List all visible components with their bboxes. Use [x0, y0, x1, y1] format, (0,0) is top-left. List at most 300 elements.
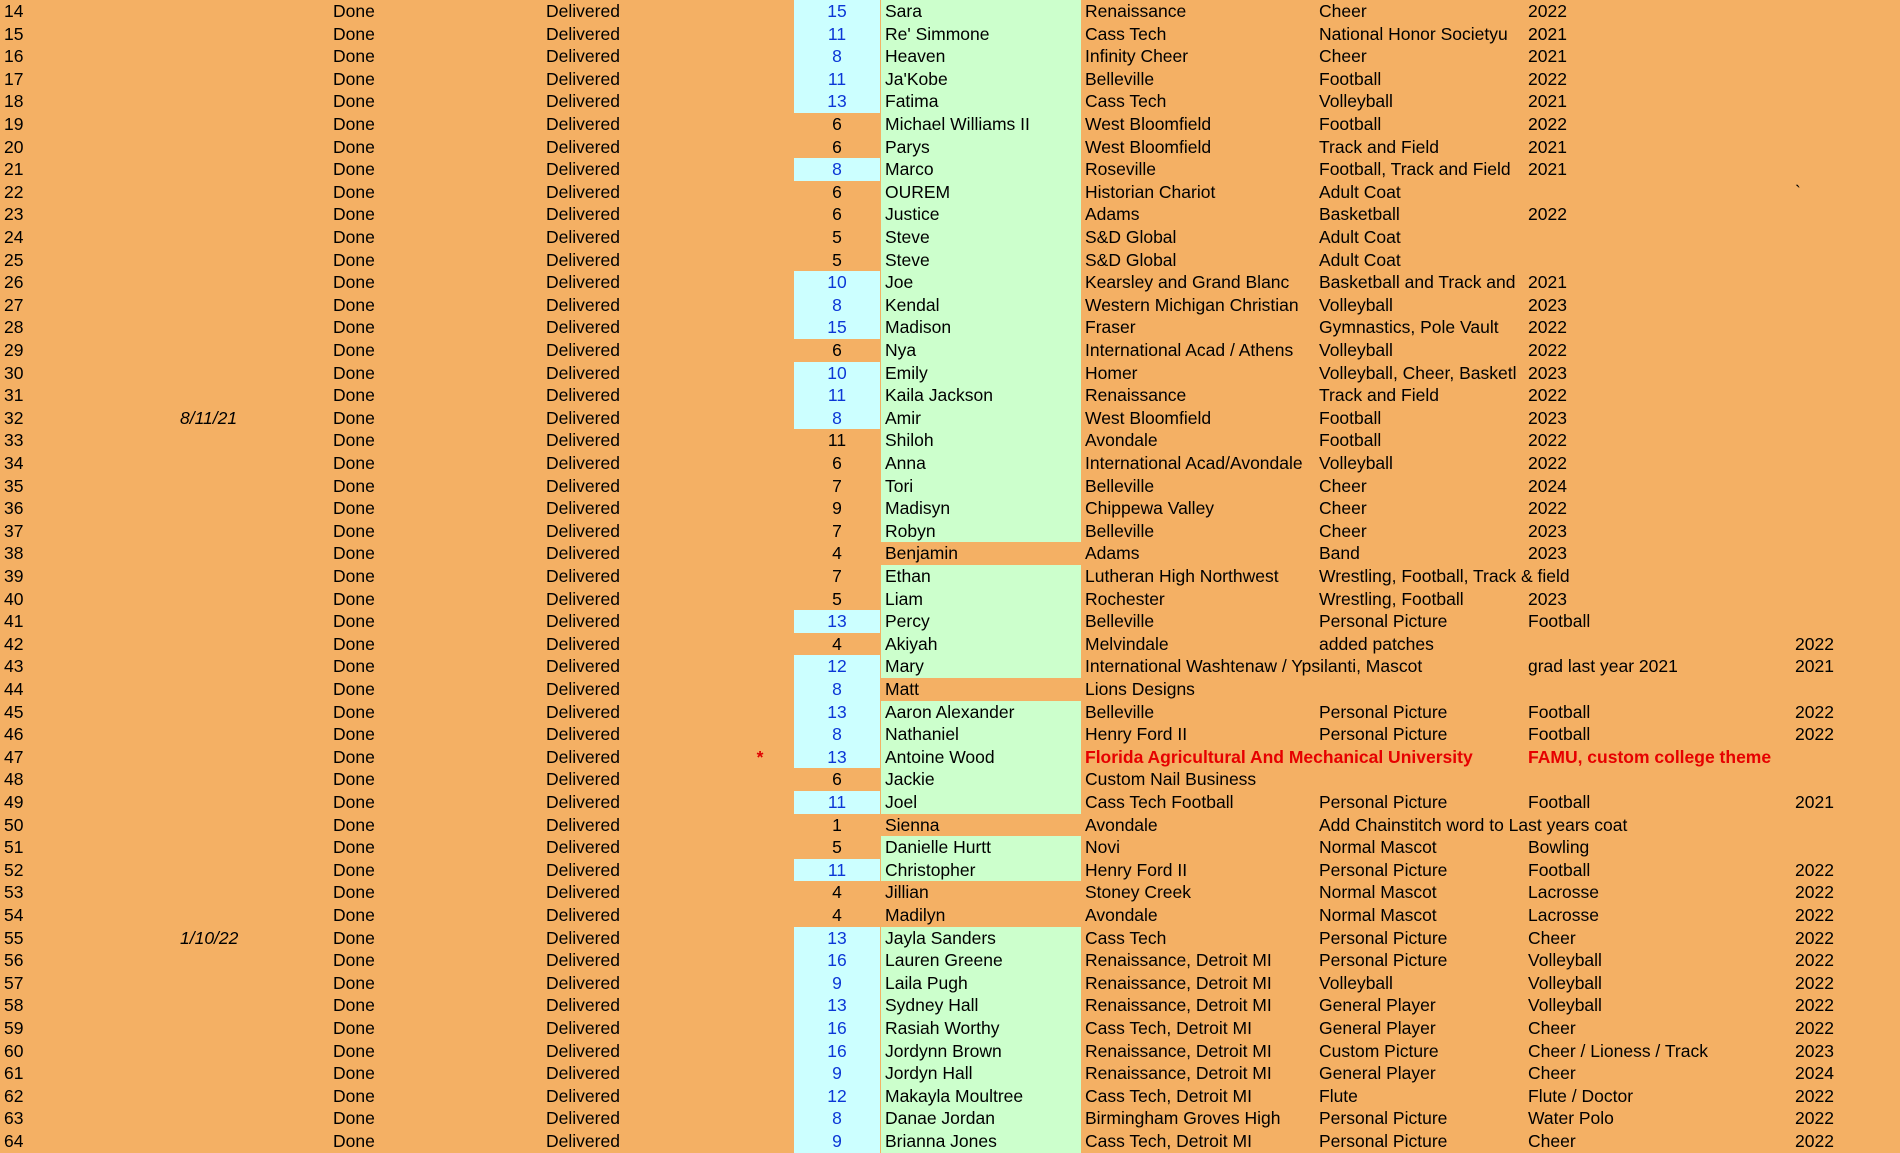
status-cell[interactable]: Done — [333, 543, 375, 564]
grad-year-cell[interactable]: Cheer — [1528, 1018, 1576, 1038]
delivery-cell[interactable]: Delivered — [546, 340, 620, 360]
customer-name-cell[interactable]: Sara — [881, 0, 1081, 23]
customer-name-cell[interactable]: Jordyn Hall — [881, 1062, 1081, 1085]
customer-name-cell[interactable]: Marco — [881, 158, 1081, 181]
flag-cell[interactable] — [752, 881, 768, 904]
status-cell[interactable]: Done — [333, 746, 375, 767]
date-cell[interactable] — [180, 339, 300, 362]
grad-year-cell[interactable] — [1528, 249, 1788, 272]
extra-cell[interactable] — [1795, 23, 1895, 46]
status-cell[interactable]: Done — [333, 769, 375, 790]
grad-year-cell[interactable]: Cheer — [1528, 1063, 1576, 1084]
quantity-cell[interactable]: 6 — [832, 114, 842, 134]
extra-cell[interactable] — [1795, 0, 1895, 23]
quantity-cell[interactable]: 13 — [794, 994, 880, 1017]
delivery-cell[interactable]: Delivered — [546, 588, 620, 609]
delivery-cell[interactable]: Delivered — [546, 859, 620, 880]
delivery-cell[interactable]: Delivered — [546, 566, 620, 586]
quantity-cell[interactable]: 11 — [794, 859, 880, 882]
row-number-cell[interactable]: 51 — [4, 837, 24, 858]
status-cell[interactable]: Done — [333, 317, 375, 338]
school-cell[interactable]: Cass Tech — [1085, 91, 1167, 112]
extra-cell[interactable] — [1795, 158, 1895, 181]
flag-cell[interactable] — [752, 203, 768, 226]
flag-cell[interactable] — [752, 588, 768, 611]
extra-cell[interactable] — [1795, 271, 1895, 294]
grad-year-cell[interactable]: 2023 — [1528, 520, 1567, 541]
row-number-cell[interactable]: 61 — [4, 1063, 24, 1084]
school-cell[interactable]: Birmingham Groves High — [1085, 1108, 1281, 1129]
delivery-cell[interactable]: Delivered — [546, 769, 620, 790]
school-cell[interactable]: International Acad / Athens — [1085, 340, 1294, 360]
customer-name-cell[interactable]: Antoine Wood — [881, 746, 1081, 769]
row-number-cell[interactable]: 45 — [4, 701, 24, 722]
date-cell[interactable] — [180, 859, 300, 882]
customer-name-cell[interactable]: Heaven — [881, 45, 1081, 68]
delivery-cell[interactable]: Delivered — [546, 1040, 620, 1061]
quantity-cell[interactable]: 7 — [832, 475, 842, 496]
extra-cell[interactable] — [1795, 45, 1895, 68]
customer-name-cell[interactable]: Aaron Alexander — [881, 701, 1081, 724]
grad-year-cell[interactable]: Water Polo — [1528, 1108, 1614, 1129]
date-cell[interactable] — [180, 701, 300, 724]
status-cell[interactable]: Done — [333, 453, 375, 473]
row-number-cell[interactable]: 47 — [4, 746, 24, 767]
date-cell[interactable] — [180, 1085, 300, 1108]
activity-cell[interactable] — [1319, 768, 1525, 791]
row-number-cell[interactable]: 41 — [4, 611, 24, 632]
school-cell[interactable]: S&D Global — [1085, 249, 1177, 270]
quantity-cell[interactable]: 9 — [794, 1130, 880, 1153]
grad-year-cell[interactable]: 2021 — [1528, 46, 1567, 67]
delivery-cell[interactable]: Delivered — [546, 972, 620, 993]
customer-name-cell[interactable]: Shiloh — [881, 429, 1081, 452]
school-cell[interactable]: Henry Ford II — [1085, 724, 1188, 745]
delivery-cell[interactable]: Delivered — [546, 498, 620, 519]
delivery-cell[interactable]: Delivered — [546, 995, 620, 1016]
flag-cell[interactable] — [752, 1107, 768, 1130]
activity-cell[interactable]: Volleyball — [1319, 294, 1393, 315]
delivery-cell[interactable]: Delivered — [546, 724, 620, 745]
school-cell[interactable]: Avondale — [1085, 814, 1158, 835]
delivery-cell[interactable]: Delivered — [546, 611, 620, 632]
status-cell[interactable]: Done — [333, 792, 375, 812]
grad-year-cell[interactable]: 2022 — [1528, 204, 1567, 225]
extra-cell[interactable]: 2022 — [1795, 882, 1834, 903]
quantity-cell[interactable]: 15 — [794, 316, 880, 339]
grad-year-cell[interactable]: Cheer / Lioness / Track — [1528, 1040, 1708, 1061]
flag-cell[interactable] — [752, 429, 768, 452]
flag-cell[interactable] — [752, 384, 768, 407]
activity-cell[interactable]: Personal Picture — [1319, 792, 1448, 812]
extra-cell[interactable]: 2022 — [1795, 633, 1834, 654]
quantity-cell[interactable]: 5 — [832, 588, 842, 609]
extra-cell[interactable] — [1795, 136, 1895, 159]
extra-cell[interactable] — [1795, 678, 1895, 701]
delivery-cell[interactable]: Delivered — [546, 1063, 620, 1084]
date-cell[interactable] — [180, 1040, 300, 1063]
customer-name-cell[interactable]: Steve — [881, 226, 1081, 249]
quantity-cell[interactable]: 13 — [794, 746, 880, 769]
grad-year-cell[interactable] — [1528, 226, 1788, 249]
quantity-cell[interactable]: 13 — [794, 927, 880, 950]
delivery-cell[interactable]: Delivered — [546, 633, 620, 654]
delivery-cell[interactable]: Delivered — [546, 1131, 620, 1151]
activity-cell[interactable]: Personal Picture — [1319, 1131, 1448, 1151]
delivery-cell[interactable]: Delivered — [546, 950, 620, 971]
activity-cell[interactable]: Cheer — [1319, 475, 1367, 496]
customer-name-cell[interactable]: Jillian — [885, 882, 929, 903]
flag-cell[interactable] — [752, 249, 768, 272]
grad-year-cell[interactable]: 2023 — [1528, 294, 1567, 315]
flag-cell[interactable] — [752, 1017, 768, 1040]
customer-name-cell[interactable]: Christopher — [881, 859, 1081, 882]
row-number-cell[interactable]: 50 — [4, 814, 24, 835]
customer-name-cell[interactable]: Mary — [881, 655, 1081, 678]
row-number-cell[interactable]: 26 — [4, 272, 24, 293]
customer-name-cell[interactable]: Tori — [881, 475, 1081, 498]
school-cell[interactable]: Belleville — [1085, 475, 1155, 496]
school-cell[interactable]: Historian Chariot — [1085, 181, 1216, 202]
extra-cell[interactable] — [1795, 520, 1895, 543]
flag-cell[interactable] — [752, 475, 768, 498]
status-cell[interactable]: Done — [333, 23, 375, 44]
status-cell[interactable]: Done — [333, 181, 375, 202]
status-cell[interactable]: Done — [333, 91, 375, 112]
status-cell[interactable]: Done — [333, 905, 375, 925]
grad-year-cell[interactable]: 2022 — [1528, 1, 1567, 21]
flag-cell[interactable] — [752, 45, 768, 68]
activity-cell[interactable]: General Player — [1319, 995, 1436, 1016]
extra-cell[interactable]: 2023 — [1795, 1040, 1834, 1061]
grad-year-cell[interactable]: Lacrosse — [1528, 882, 1600, 903]
customer-name-cell[interactable]: Fatima — [881, 90, 1081, 113]
date-cell[interactable] — [180, 316, 300, 339]
grad-year-cell[interactable]: Cheer — [1528, 1131, 1576, 1151]
grad-year-cell[interactable]: 2022 — [1528, 498, 1567, 519]
grad-year-cell[interactable]: 2023 — [1528, 407, 1567, 428]
status-cell[interactable]: Done — [333, 837, 375, 858]
activity-cell[interactable]: Cheer — [1319, 498, 1367, 519]
customer-name-cell[interactable]: Jackie — [881, 768, 1081, 791]
status-cell[interactable]: Done — [333, 1018, 375, 1038]
extra-cell[interactable]: 2022 — [1795, 950, 1834, 971]
flag-cell[interactable] — [752, 1085, 768, 1108]
extra-cell[interactable]: 2022 — [1795, 701, 1834, 722]
flag-cell[interactable] — [752, 836, 768, 859]
customer-name-cell[interactable]: Sienna — [885, 814, 940, 835]
status-cell[interactable]: Done — [333, 859, 375, 880]
extra-cell[interactable] — [1795, 316, 1895, 339]
date-cell[interactable] — [180, 271, 300, 294]
status-cell[interactable]: Done — [333, 407, 375, 428]
school-cell[interactable]: International Acad/Avondale — [1085, 453, 1303, 473]
date-cell[interactable] — [180, 362, 300, 385]
school-cell[interactable]: Infinity Cheer — [1085, 46, 1189, 67]
status-cell[interactable]: Done — [333, 972, 375, 993]
delivery-cell[interactable]: Delivered — [546, 1, 620, 21]
row-number-cell[interactable]: 15 — [4, 23, 24, 44]
delivery-cell[interactable]: Delivered — [546, 1018, 620, 1038]
activity-cell[interactable]: Flute — [1319, 1085, 1358, 1106]
date-cell[interactable] — [180, 655, 300, 678]
row-number-cell[interactable]: 27 — [4, 294, 24, 315]
activity-cell[interactable]: Add Chainstitch word to Last years coat — [1319, 814, 1628, 835]
flag-cell[interactable] — [752, 0, 768, 23]
customer-name-cell[interactable]: Laila Pugh — [881, 972, 1081, 995]
activity-cell[interactable]: Adult Coat — [1319, 181, 1401, 202]
date-cell[interactable] — [180, 158, 300, 181]
flag-cell[interactable] — [752, 994, 768, 1017]
school-cell[interactable]: Lutheran High Northwest — [1085, 566, 1279, 586]
quantity-cell[interactable]: 5 — [832, 227, 842, 247]
date-cell[interactable] — [180, 429, 300, 452]
flag-cell[interactable] — [752, 23, 768, 46]
row-number-cell[interactable]: 53 — [4, 882, 24, 903]
extra-cell[interactable]: 2022 — [1795, 905, 1834, 925]
status-cell[interactable]: Done — [333, 1108, 375, 1129]
activity-cell[interactable]: Wrestling, Football, Track & field — [1319, 566, 1570, 586]
row-number-cell[interactable]: 64 — [4, 1131, 24, 1151]
row-number-cell[interactable]: 16 — [4, 46, 24, 67]
quantity-cell[interactable]: 6 — [832, 453, 842, 473]
date-cell[interactable] — [180, 588, 300, 611]
date-cell[interactable] — [180, 203, 300, 226]
activity-cell[interactable]: Track and Field — [1319, 385, 1439, 406]
extra-cell[interactable]: 2022 — [1795, 927, 1834, 948]
row-number-cell[interactable]: 31 — [4, 385, 24, 406]
customer-name-cell[interactable]: Nathaniel — [881, 723, 1081, 746]
quantity-cell[interactable]: 6 — [832, 136, 842, 157]
row-number-cell[interactable]: 60 — [4, 1040, 24, 1061]
delivery-cell[interactable]: Delivered — [546, 701, 620, 722]
extra-cell[interactable] — [1795, 203, 1895, 226]
activity-cell[interactable]: Volleyball — [1319, 340, 1393, 360]
status-cell[interactable]: Done — [333, 588, 375, 609]
quantity-cell[interactable]: 15 — [794, 0, 880, 23]
activity-cell[interactable]: Cheer — [1319, 520, 1367, 541]
row-number-cell[interactable]: 32 — [4, 407, 24, 428]
school-cell[interactable]: Kearsley and Grand Blanc — [1085, 272, 1290, 293]
extra-cell[interactable] — [1795, 68, 1895, 91]
customer-name-cell[interactable]: Benjamin — [885, 543, 958, 564]
school-cell[interactable]: Renaissance, Detroit MI — [1085, 1040, 1272, 1061]
school-cell[interactable]: Fraser — [1085, 317, 1136, 338]
status-cell[interactable]: Done — [333, 995, 375, 1016]
flag-cell[interactable] — [752, 362, 768, 385]
quantity-cell[interactable]: 9 — [832, 498, 842, 519]
date-cell[interactable] — [180, 0, 300, 23]
delivery-cell[interactable]: Delivered — [546, 882, 620, 903]
school-cell[interactable]: Renaissance — [1085, 1, 1187, 21]
row-number-cell[interactable]: 21 — [4, 159, 24, 180]
row-number-cell[interactable]: 30 — [4, 362, 24, 383]
activity-cell[interactable]: Wrestling, Football — [1319, 588, 1464, 609]
delivery-cell[interactable]: Delivered — [546, 1085, 620, 1106]
customer-name-cell[interactable]: Jordynn Brown — [881, 1040, 1081, 1063]
activity-cell[interactable]: Personal Picture — [1319, 859, 1448, 880]
grad-year-cell[interactable]: Flute / Doctor — [1528, 1085, 1634, 1106]
row-number-cell[interactable]: 62 — [4, 1085, 24, 1106]
school-cell[interactable]: Belleville — [1085, 68, 1155, 89]
status-cell[interactable]: Done — [333, 882, 375, 903]
date-cell[interactable] — [180, 814, 300, 837]
date-cell[interactable] — [180, 881, 300, 904]
status-cell[interactable]: Done — [333, 1131, 375, 1151]
customer-name-cell[interactable]: Michael Williams II — [881, 113, 1081, 136]
customer-name-cell[interactable]: Lauren Greene — [881, 949, 1081, 972]
date-cell[interactable] — [180, 23, 300, 46]
flag-cell[interactable] — [752, 1130, 768, 1153]
activity-cell[interactable]: Personal Picture — [1319, 611, 1448, 632]
customer-name-cell[interactable]: Joel — [881, 791, 1081, 814]
status-cell[interactable]: Done — [333, 1, 375, 21]
flag-cell[interactable] — [752, 520, 768, 543]
status-cell[interactable]: Done — [333, 1040, 375, 1061]
delivery-cell[interactable]: Delivered — [546, 814, 620, 835]
activity-cell[interactable]: Personal Picture — [1319, 701, 1448, 722]
flag-cell[interactable] — [752, 655, 768, 678]
quantity-cell[interactable]: 8 — [794, 723, 880, 746]
grad-year-cell[interactable]: 2021 — [1528, 272, 1567, 293]
quantity-cell[interactable]: 11 — [827, 430, 847, 451]
delivery-cell[interactable]: Delivered — [546, 385, 620, 406]
customer-name-cell[interactable]: OUREM — [881, 181, 1081, 204]
activity-cell[interactable]: Personal Picture — [1319, 950, 1448, 971]
date-cell[interactable] — [180, 45, 300, 68]
customer-name-cell[interactable]: Makayla Moultree — [881, 1085, 1081, 1108]
date-cell[interactable] — [180, 497, 300, 520]
grad-year-cell[interactable]: FAMU, custom college theme — [1528, 746, 1772, 767]
activity-cell[interactable]: General Player — [1319, 1018, 1436, 1038]
date-cell[interactable] — [180, 113, 300, 136]
school-cell[interactable]: Avondale — [1085, 905, 1158, 925]
date-cell[interactable] — [180, 768, 300, 791]
date-cell[interactable] — [180, 249, 300, 272]
extra-cell[interactable]: 2022 — [1795, 1018, 1834, 1038]
delivery-cell[interactable]: Delivered — [546, 837, 620, 858]
row-number-cell[interactable]: 54 — [4, 905, 24, 925]
grad-year-cell[interactable]: Cheer — [1528, 927, 1576, 948]
extra-cell[interactable] — [1795, 610, 1895, 633]
grad-year-cell[interactable]: 2022 — [1528, 385, 1567, 406]
quantity-cell[interactable]: 1 — [832, 814, 842, 835]
customer-name-cell[interactable]: Re' Simmone — [881, 23, 1081, 46]
school-cell[interactable]: Rochester — [1085, 588, 1165, 609]
extra-cell[interactable] — [1795, 384, 1895, 407]
extra-cell[interactable] — [1795, 429, 1895, 452]
activity-cell[interactable]: Normal Mascot — [1319, 905, 1437, 925]
school-cell[interactable]: Stoney Creek — [1085, 882, 1192, 903]
activity-cell[interactable]: Basketball and Track and — [1319, 272, 1516, 293]
delivery-cell[interactable]: Delivered — [546, 136, 620, 157]
activity-cell[interactable] — [1319, 678, 1525, 701]
grad-year-cell[interactable]: Lacrosse — [1528, 905, 1600, 925]
activity-cell[interactable]: Track and Field — [1319, 136, 1439, 157]
activity-cell[interactable]: Basketball — [1319, 204, 1400, 225]
customer-name-cell[interactable]: Rasiah Worthy — [881, 1017, 1081, 1040]
quantity-cell[interactable]: 6 — [832, 340, 842, 360]
row-number-cell[interactable]: 17 — [4, 68, 24, 89]
customer-name-cell[interactable]: Parys — [881, 136, 1081, 159]
grad-year-cell[interactable]: 2021 — [1528, 159, 1567, 180]
quantity-cell[interactable]: 13 — [794, 701, 880, 724]
grad-year-cell[interactable] — [1528, 814, 1788, 837]
grad-year-cell[interactable]: 2022 — [1528, 430, 1567, 451]
extra-cell[interactable] — [1795, 746, 1895, 769]
status-cell[interactable]: Done — [333, 814, 375, 835]
activity-cell[interactable] — [1319, 746, 1525, 769]
quantity-cell[interactable]: 7 — [832, 520, 842, 541]
delivery-cell[interactable]: Delivered — [546, 159, 620, 180]
status-cell[interactable]: Done — [333, 249, 375, 270]
customer-name-cell[interactable]: Liam — [881, 588, 1081, 611]
delivery-cell[interactable]: Delivered — [546, 294, 620, 315]
row-number-cell[interactable]: 29 — [4, 340, 24, 360]
activity-cell[interactable]: Personal Picture — [1319, 1108, 1448, 1129]
school-cell[interactable]: Renaissance, Detroit MI — [1085, 950, 1272, 971]
grad-year-cell[interactable]: grad last year 2021 — [1528, 656, 1678, 677]
grad-year-cell[interactable]: Football — [1528, 859, 1591, 880]
flag-cell[interactable] — [752, 814, 768, 837]
row-number-cell[interactable]: 33 — [4, 430, 24, 451]
quantity-cell[interactable]: 12 — [794, 1085, 880, 1108]
school-cell[interactable]: Belleville — [1085, 611, 1155, 632]
grad-year-cell[interactable] — [1528, 181, 1788, 204]
delivery-cell[interactable]: Delivered — [546, 430, 620, 451]
status-cell[interactable]: Done — [333, 1063, 375, 1084]
grad-year-cell[interactable]: 2022 — [1528, 114, 1567, 134]
activity-cell[interactable]: Normal Mascot — [1319, 882, 1437, 903]
extra-cell[interactable] — [1795, 452, 1895, 475]
date-cell[interactable] — [180, 475, 300, 498]
date-cell[interactable] — [180, 520, 300, 543]
status-cell[interactable]: Done — [333, 362, 375, 383]
quantity-cell[interactable]: 9 — [794, 1062, 880, 1085]
flag-cell[interactable] — [752, 407, 768, 430]
flag-cell[interactable] — [752, 972, 768, 995]
status-cell[interactable]: Done — [333, 136, 375, 157]
school-cell[interactable]: S&D Global — [1085, 227, 1177, 247]
extra-cell[interactable] — [1795, 294, 1895, 317]
row-number-cell[interactable]: 56 — [4, 950, 24, 971]
row-number-cell[interactable]: 36 — [4, 498, 24, 519]
flag-cell[interactable] — [752, 497, 768, 520]
school-cell[interactable]: Avondale — [1085, 430, 1158, 451]
flag-cell[interactable] — [752, 1040, 768, 1063]
delivery-cell[interactable]: Delivered — [546, 543, 620, 564]
activity-cell[interactable]: National Honor Societyu — [1319, 23, 1508, 44]
school-cell[interactable]: Florida Agricultural And Mechanical University — [1085, 746, 1473, 767]
flag-cell[interactable] — [752, 1062, 768, 1085]
extra-cell[interactable]: 2022 — [1795, 1108, 1834, 1129]
status-cell[interactable]: Done — [333, 566, 375, 586]
date-cell[interactable]: 1/10/22 — [180, 927, 239, 948]
delivery-cell[interactable]: Delivered — [546, 91, 620, 112]
extra-cell[interactable] — [1795, 475, 1895, 498]
date-cell[interactable] — [180, 633, 300, 656]
status-cell[interactable]: Done — [333, 611, 375, 632]
quantity-cell[interactable]: 8 — [794, 158, 880, 181]
flag-cell[interactable] — [752, 136, 768, 159]
row-number-cell[interactable]: 42 — [4, 633, 24, 654]
flag-cell[interactable] — [752, 113, 768, 136]
status-cell[interactable]: Done — [333, 520, 375, 541]
customer-name-cell[interactable]: Brianna Jones — [881, 1130, 1081, 1153]
status-cell[interactable]: Done — [333, 430, 375, 451]
flag-cell[interactable] — [752, 339, 768, 362]
activity-cell[interactable]: Cheer — [1319, 46, 1367, 67]
